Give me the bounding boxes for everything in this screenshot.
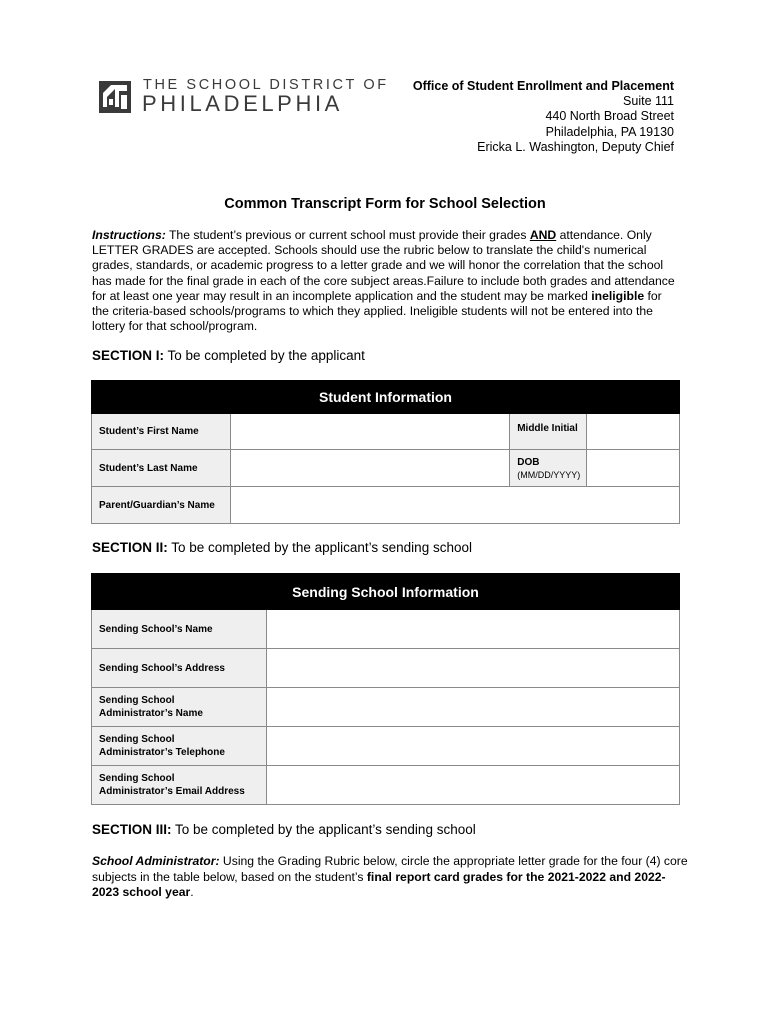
administrator-name-label-line2: Administrator’s Name: [99, 708, 203, 719]
logo-text-line2: PHILADELPHIA: [142, 91, 343, 116]
school-address-label: [92, 649, 267, 688]
section-3-heading: [92, 822, 476, 837]
dob-label-cell: [510, 450, 587, 487]
instructions-text-1: The student’s previous or current school must provide their grades: [165, 228, 530, 242]
sending-school-table: [91, 573, 680, 805]
dob-label: DOB: [517, 457, 540, 468]
administrator-telephone-label-line2: Administrator’s Telephone: [99, 747, 225, 758]
administrator-email-label-line2: Administrator’s Email Address: [99, 786, 245, 797]
guardian-name-field[interactable]: [230, 487, 679, 524]
school-name-field[interactable]: [266, 610, 679, 649]
school-name-label-line1: Sending School’s Name: [99, 623, 213, 635]
administrator-email-field[interactable]: [266, 766, 679, 805]
office-name: Office of Student Enrollment and Placement: [412, 79, 674, 93]
instructions-label: Instructions:: [92, 228, 166, 242]
dob-format: (MM/DD/YYYY): [517, 470, 581, 480]
administrator-name-field[interactable]: [266, 688, 679, 727]
section-2-heading: [92, 540, 472, 555]
last-name-field[interactable]: [230, 450, 509, 487]
administrator-email-label-line1: Sending School: [99, 773, 175, 784]
sending-school-title: Sending School Information: [92, 574, 680, 610]
administrator-telephone-field[interactable]: [266, 727, 679, 766]
section-3-text: To be completed by the applicant’s sending school: [171, 822, 476, 837]
section-1-text: To be completed by the applicant: [164, 348, 365, 363]
administrator-instructions: [92, 854, 692, 901]
administrator-text-1: Using the Grading Rubric below, circle the appropriate letter grade for the four (4) core subjects in the table below, based on the student’s: [92, 854, 688, 884]
student-information-title: Student Information: [92, 381, 680, 414]
office-street: 440 North Broad Street: [545, 109, 674, 124]
administrator-name-label-line1: Sending School: [99, 695, 175, 706]
instructions-and: AND: [529, 228, 557, 242]
middle-initial-label: Middle Initial: [510, 414, 587, 450]
section-2-label: SECTION II:: [92, 540, 168, 555]
logo-text-line1: THE SCHOOL DISTRICT OF: [143, 77, 389, 93]
instructions-text-2: attendance. Only LETTER GRADES are accepted. Schools should use the rubric below to translate the child's numerical grades, standards, or academic progress to a letter grade and we will honor the correlation that the school has made for the final grade in each of the core subject areas.Failure to include both grades and attendance for at least one year may result in an incomplete application and the student may be marked: [92, 228, 675, 303]
last-name-label: Student’s Last Name: [92, 450, 231, 487]
school-name-label: [92, 610, 267, 649]
administrator-bold-text: final report card grades for the 2021-2022 and 2022-2023 school year: [92, 869, 666, 899]
office-suite: Suite 111: [623, 94, 674, 109]
dob-field[interactable]: [587, 450, 680, 487]
administrator-email-label: [92, 766, 267, 805]
first-name-field[interactable]: [230, 414, 509, 450]
office-address: [413, 79, 674, 155]
instructions-text-3: for the criteria-based schools/programs to which they applied. Ineligible students will not be entered into the lottery for that school/program.: [92, 288, 662, 334]
school-address-label-line1: Sending School’s Address: [99, 662, 225, 674]
first-name-label: Student’s First Name: [92, 414, 231, 450]
administrator-telephone-label: [92, 727, 267, 766]
office-city: Philadelphia, PA 19130: [545, 124, 674, 139]
administrator-text-2: .: [190, 885, 194, 899]
form-title: Common Transcript Form for School Selection: [224, 196, 546, 212]
school-address-field[interactable]: [266, 649, 679, 688]
section-2-text: To be completed by the applicant’s sending school: [167, 540, 472, 555]
district-logo: [97, 77, 389, 117]
section-3-label: SECTION III:: [92, 822, 172, 837]
liberty-bell-icon: [97, 77, 133, 115]
guardian-name-label: Parent/Guardian’s Name: [92, 487, 231, 524]
office-contact: Ericka L. Washington, Deputy Chief: [477, 139, 674, 154]
administrator-telephone-label-line1: Sending School: [99, 734, 175, 745]
instructions-paragraph: [92, 228, 682, 334]
middle-initial-field[interactable]: [587, 414, 680, 450]
section-1-label: SECTION I:: [92, 348, 165, 363]
section-1-heading: [92, 348, 365, 363]
administrator-label: School Administrator:: [92, 854, 220, 868]
administrator-name-label: [92, 688, 267, 727]
instructions-ineligible: ineligible: [591, 288, 645, 303]
student-information-table: [91, 380, 680, 524]
